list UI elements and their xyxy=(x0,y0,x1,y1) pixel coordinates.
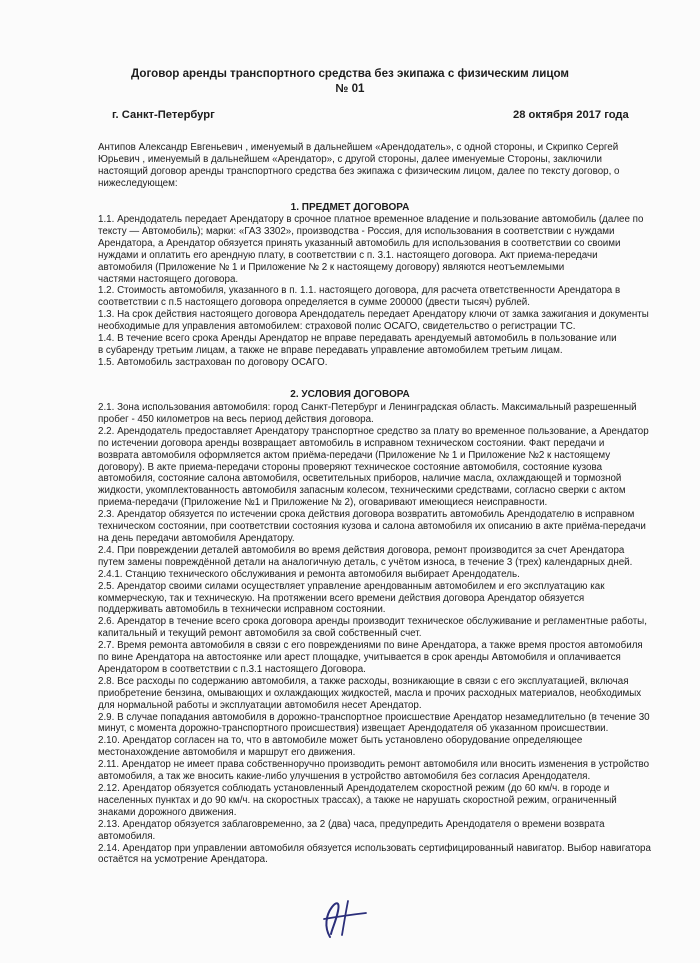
section2-line: 2.11. Арендатор не имеет права собственноручно производить ремонт автомобиля или вносить изменения в устройство xyxy=(98,759,650,771)
signature-mark xyxy=(314,893,374,941)
section1-line: 1.2. Стоимость автомобиля, указанного в п. 1.1. настоящего договора, для расчета ответственности Арендатора в xyxy=(98,285,621,297)
section1-line: 1.1. Арендодатель передает Арендатору в срочное платное временное владение и пользование автомобиль (далее по xyxy=(98,214,644,225)
document-date: 28 октября 2017 года xyxy=(513,109,629,121)
section1-line: частями настоящего договора. xyxy=(98,273,239,285)
section2-line: 2.12. Арендатор обязуется соблюдать установленный Арендодателем скоростной режим (до 60 км/ч. в городе и xyxy=(98,783,610,794)
document-city: г. Санкт-Петербург xyxy=(112,109,215,121)
section2-line: пробег - 450 километров на весь период действия договора. xyxy=(98,413,374,425)
intro-line: нижеследующем: xyxy=(98,177,178,189)
section2-line: 2.3. Арендатор обязуется по истечении срока действия договора возвратить автомобиль Арендодателю в исправном xyxy=(98,509,635,521)
section1-line: нуждами и оплатить его арендную плату, в соответствии с п. 3.1. настоящего договора. Акт приема-передачи xyxy=(98,249,598,261)
section1-line: Арендатора, а Арендатор обязуется принять указанный автомобиль для использования в соответствии со своими xyxy=(98,237,621,249)
section2-line: поддерживать автомобиль в технически исправном состоянии. xyxy=(98,604,386,616)
section2-line: автомобиля. xyxy=(98,830,156,842)
section2-line: населенных пунктах и до 90 км/ч. на скоростных трассах), а также не нарушать скоростной режим, ограниченный xyxy=(98,794,617,806)
intro-line: Антипов Александр Евгеньевич , именуемый в дальнейшем «Арендодатель», с одной стороны, и Скрипко Сергей xyxy=(98,142,619,153)
section1-line: 1.3. На срок действия настоящего договора Арендодатель передает Арендатору ключи от замка зажигания и документы xyxy=(98,309,649,321)
section2-line: 2.9. В случае попадания автомобиля в дорожно-транспортное происшествие Арендатор незамедлительно (в течение 30 xyxy=(98,711,650,723)
section1-line: тексту — Автомобиль); марки: «ГАЗ 3302», производства - Россия, для использования в соответствии с нуждами xyxy=(98,225,615,237)
section2-line: остаётся на усмотрение Арендатора. xyxy=(98,854,268,866)
section2-line: минут, с момента дорожно-транспортного происшествия) извещает Арендодателя об указанном происшествии. xyxy=(98,723,609,735)
intro-line: Юрьевич , именуемый в дальнейшем «Арендатор», с другой стороны, далее именуемые Стороны, заключили xyxy=(98,153,603,165)
intro-line: настоящий договор аренды транспортного средства без экипажа с физическим лицом, далее по тексту договор, о xyxy=(98,165,620,177)
section2-line: для нормальной работы и эксплуатации автомобиля несет Арендатор. xyxy=(98,699,422,711)
section2-line: 2.8. Все расходы по содержанию автомобиля, а также расходы, возникающие в связи с его эксплуатацией, включая xyxy=(98,675,629,687)
section2-line: автомобиля, состояние салона автомобиля, осветительных приборов, наличие масла, охлаждающей и тормозной xyxy=(98,473,622,485)
section2-line: техническом состоянии, при соответствии состояния кузова и салона автомобиля их описанию в акте приёма-передачи xyxy=(98,521,646,533)
section2-line: 2.4.1. Станцию технического обслуживания и ремонта автомобиля выбирает Арендодатель. xyxy=(98,568,520,580)
section2-line: 2.14. Арендатор при управлении автомобиля обязуется использовать сертифицированный навигатор. Выбор навигатора xyxy=(98,842,651,854)
section2-line: капитальный и текущий ремонт автомобиля за свой собственный счет. xyxy=(98,628,422,640)
section2-line: автомобиля, а так же вносить какие-либо улучшения в устройство автомобиля без согласия Арендодателя. xyxy=(98,771,591,783)
section1-line: в субаренду третьим лицам, а также не вправе передавать управление автомобилем третьим лицам. xyxy=(98,344,563,356)
section2-line: Арендатором в соответствии с п.3.1 настоящего Договора. xyxy=(98,663,366,675)
section2-line: местонахождение автомобиля и маршрут его движения. xyxy=(98,747,356,759)
section2-line: 2.7. Время ремонта автомобиля в связи с его повреждениями по вине Арендатора, а также время простоя автомобиля xyxy=(98,640,643,652)
section1-line: автомобиля (Приложение № 1 и Приложение № 2 к настоящему договору) являются неотъемлемыми xyxy=(98,261,565,273)
section2-line: приобретение бензина, омывающих и охлаждающих жидкостей, масла и прочих расходных материалов, необходимых xyxy=(98,687,642,699)
section2-line: 2.10. Арендатор согласен на то, что в автомобиле может быть установлено оборудование определяющее xyxy=(98,735,583,747)
section2-line: возврата автомобиля оформляется актом приёма-передачи (Приложение № 1 и Приложение №2 к настоящему xyxy=(98,449,611,461)
section2-line: по вине Арендатора на автостоянке или арест площадке, учитывается в срок аренды Автомобиля и оплачивается xyxy=(98,652,621,664)
section2-line: 2.13. Арендатор обязуется заблаговременно, за 2 (два) часа, предупредить Арендодателя о времени возврата xyxy=(98,818,605,830)
document-title: Договор аренды транспортного средства без экипажа с физическим лицом xyxy=(131,67,569,80)
section2-line: по истечении договора аренды возвращает автомобиль в исправном техническом состоянии. Факт передачи и xyxy=(98,437,605,449)
section2-line: 2.2. Арендодатель предоставляет Арендатору транспортное средство за плату во временное пользование, а Арендатор xyxy=(98,425,649,437)
section2-line: знаками дорожного движения. xyxy=(98,806,237,818)
section1-body xyxy=(98,214,649,369)
section2-line: 2.1. Зона использования автомобиля: город Санкт-Петербург и Ленинградская область. Максимальный разрешенный xyxy=(98,402,637,413)
section1-heading: 1. ПРЕДМЕТ ДОГОВОРА xyxy=(290,202,410,213)
section1-line: 1.5. Автомобиль застрахован по договору ОСАГО. xyxy=(98,356,328,368)
section1-line: 1.4. В течение всего срока Аренды Арендатор не вправе передавать арендуемый автомобиль в пользование или xyxy=(98,333,617,345)
intro-paragraph xyxy=(98,142,638,190)
section1-line: необходимые для управления автомобилем: страховой полис ОСАГО, свидетельство о регистрации ТС. xyxy=(98,321,576,333)
section2-line: 2.5. Арендатор своими силами осуществляет управление арендованным автомобилем и его эксплуатацию как xyxy=(98,580,605,592)
section2-line: 2.4. При повреждении деталей автомобиля во время действия договора, ремонт производится за счет Арендатора xyxy=(98,544,625,556)
section1-line: соответствии с п.5 настоящего договора определяется в сумме 200000 (двести тысяч) рублей. xyxy=(98,297,530,309)
section2-line: договору). В акте приема-передачи стороны проверяют техническое состояние автомобиля, состояние кузова xyxy=(98,461,603,473)
section2-line: на день передачи автомобиля Арендатору. xyxy=(98,532,295,544)
section2-line: коммерческую, так и техническую. На протяжении всего времени действия договора Арендатор обязуется xyxy=(98,592,585,604)
section2-body xyxy=(98,402,651,866)
section2-line: путем замены повреждённой детали на аналогичную деталь, с учётом износа, в течение 3 (трех) календарных дней. xyxy=(98,556,633,568)
section2-heading: 2. УСЛОВИЯ ДОГОВОРА xyxy=(290,389,410,400)
section2-line: 2.6. Арендатор в течение всего срока договора аренды производит техническое обслуживание и регламентные работы, xyxy=(98,616,647,628)
section2-line: приема-передачи (Приложение №1 и Приложение № 2), оговаривают имеющиеся неисправности. xyxy=(98,497,548,509)
section2-line: жидкости, укомплектованность автомобиля запасным колесом, техническими средствами, согласно сверки с актом xyxy=(98,485,626,497)
document-number: № 01 xyxy=(335,82,365,95)
